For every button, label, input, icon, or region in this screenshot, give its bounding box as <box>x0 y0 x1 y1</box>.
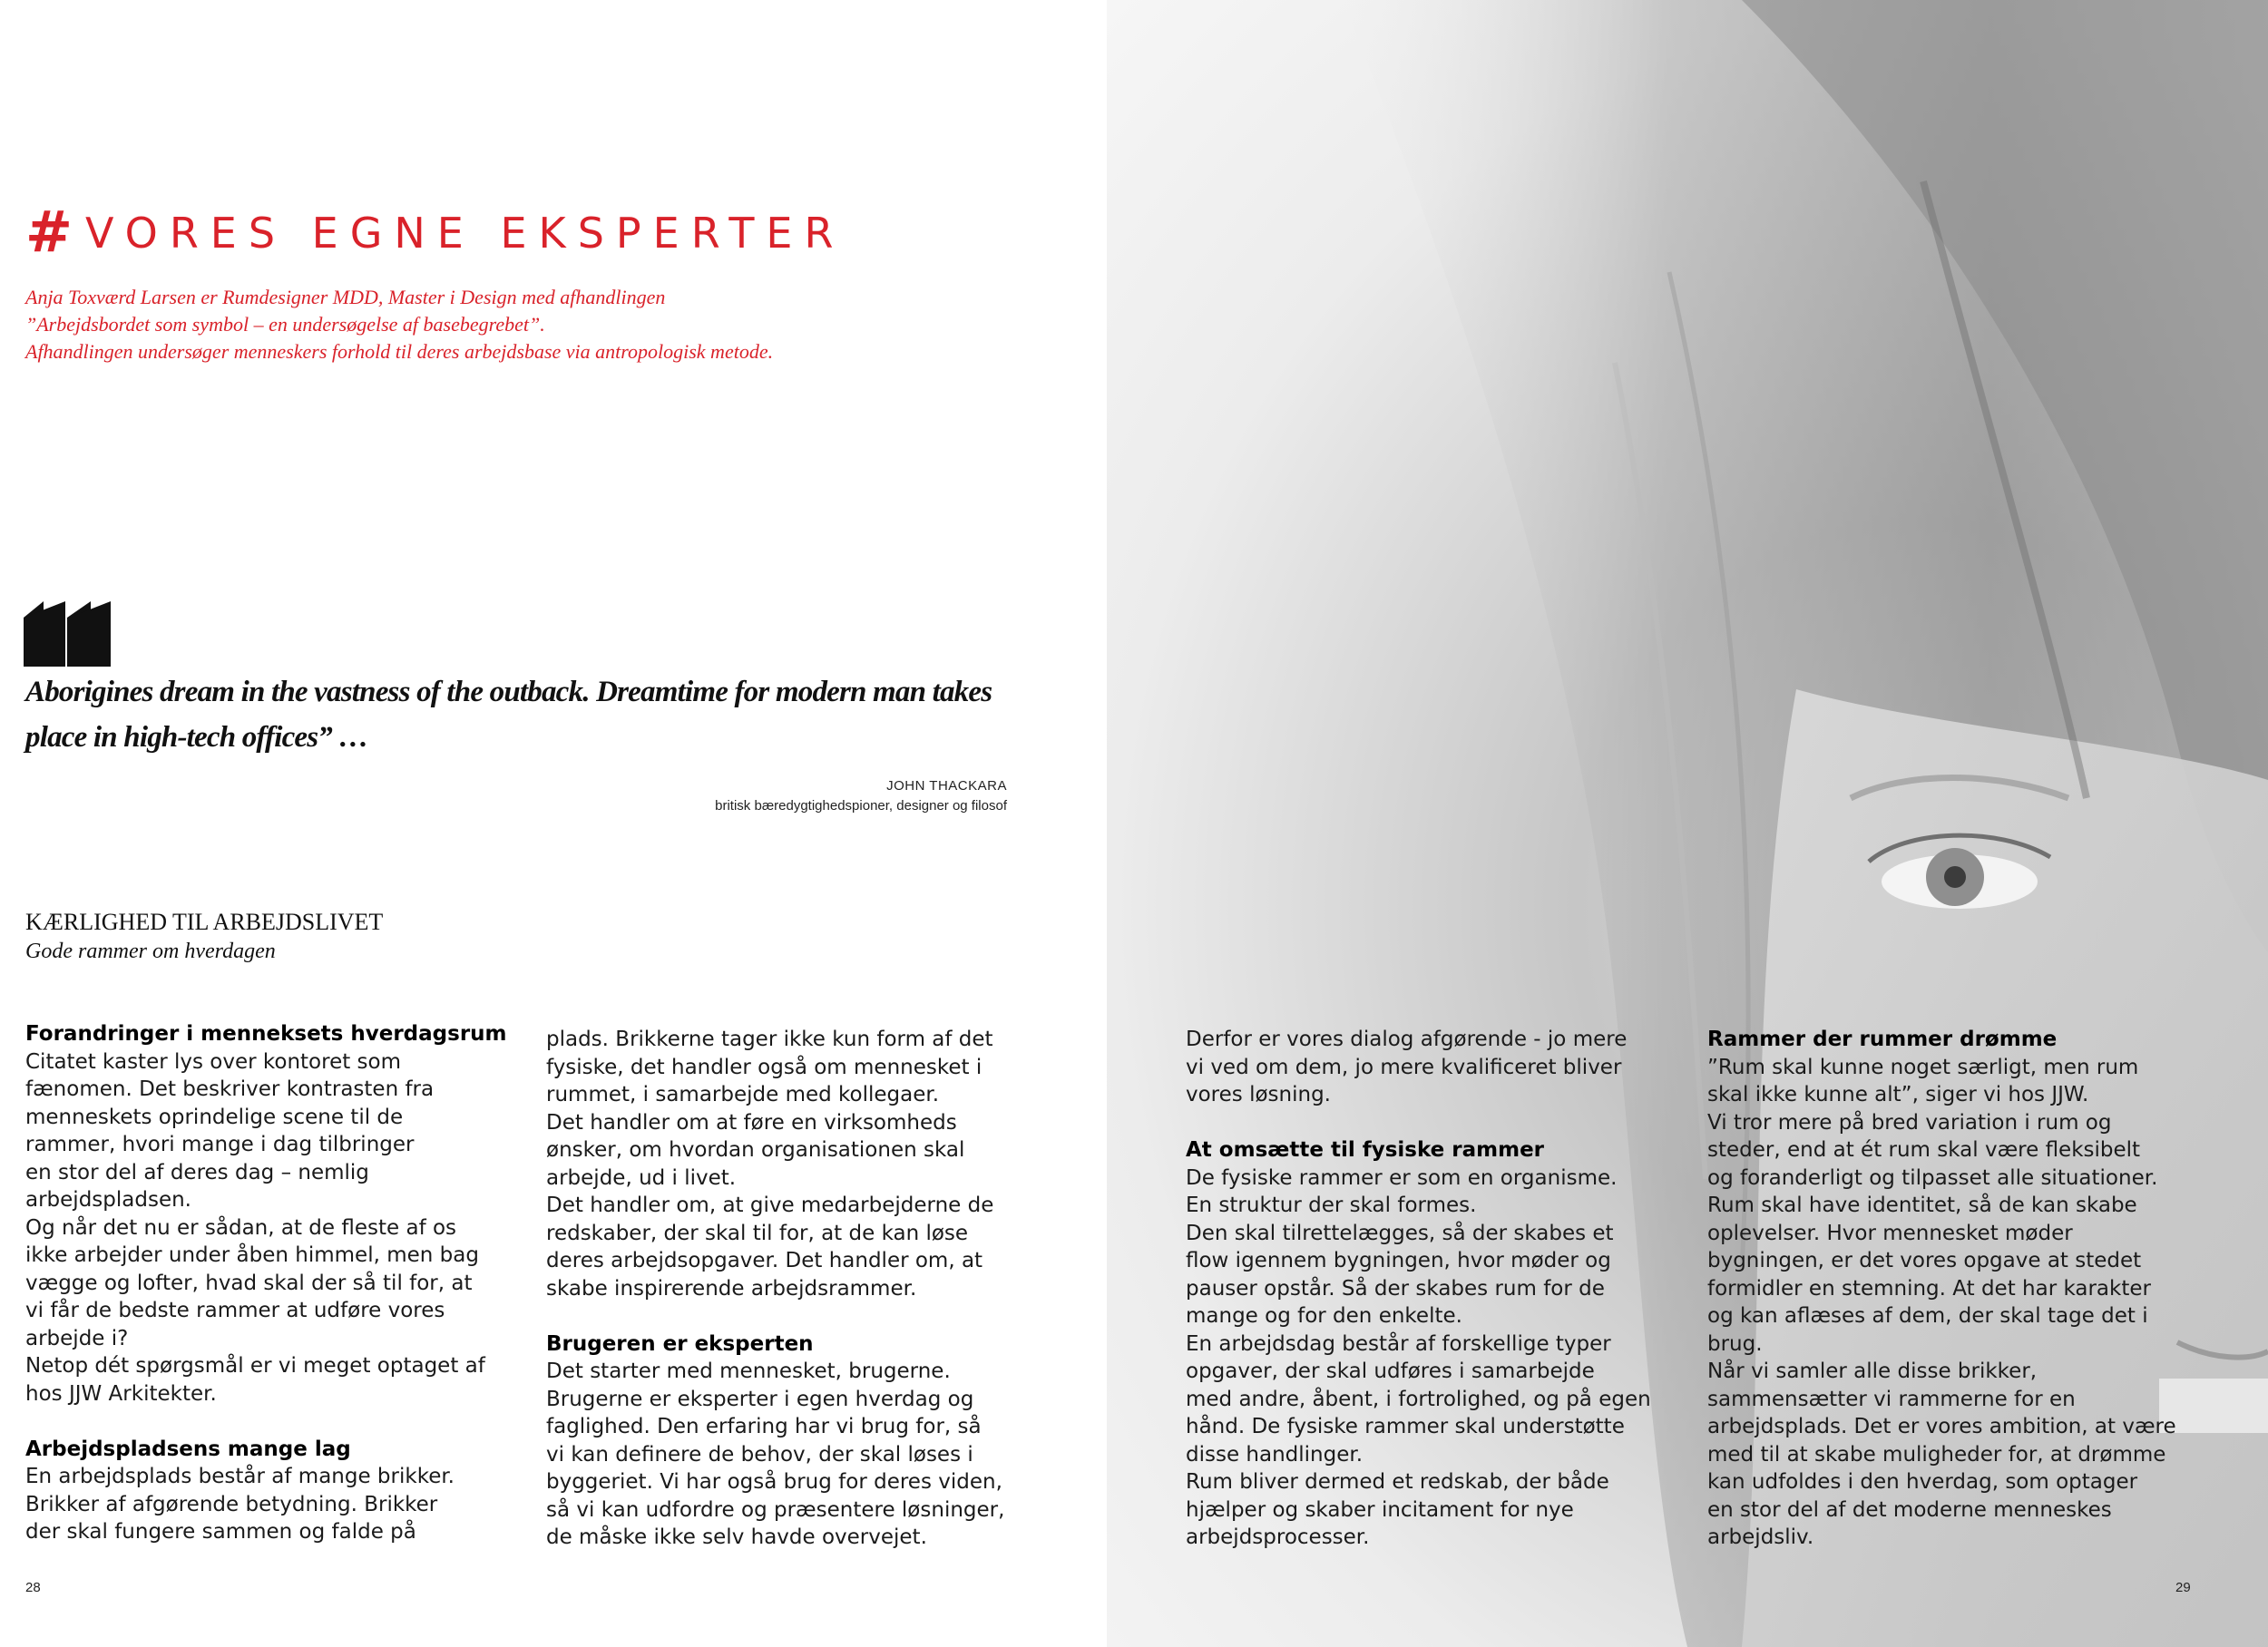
intro-line: ”Arbejdsbordet som symbol – en undersøgelse af basebegrebet”. <box>25 313 545 336</box>
body-text-line: Derfor er vores dialog afgørende - jo mere <box>1186 1028 1628 1051</box>
body-text-line: oplevelser. Hvor mennesket møder <box>1707 1221 2073 1245</box>
body-text-line: så vi kan udfordre og præsentere løsninger, <box>546 1497 1005 1522</box>
body-text-line: rummet, i samarbejde med kollegaer. <box>546 1083 940 1106</box>
body-text-line: byggeriet. Vi har også brug for deres viden, <box>546 1470 1002 1494</box>
column-subheading: Rammer der rummer drømme <box>1707 1028 2058 1051</box>
column-subheading: Brugeren er eksperten <box>546 1331 814 1356</box>
body-text-line: Brikker af afgørende betydning. Brikker <box>25 1492 438 1516</box>
pull-quote <box>25 669 1023 760</box>
body-text-line: Det handler om at føre en virksomheds <box>546 1110 957 1135</box>
body-text-line: Brugerne er eksperter i egen hverdag og <box>546 1387 974 1411</box>
body-text-line: opgaver, der skal udføres i samarbejde <box>1186 1360 1595 1383</box>
body-text-line: vores løsning. <box>1186 1083 1331 1106</box>
section-heading: KÆRLIGHED TIL ARBEJDSLIVET <box>25 909 384 935</box>
body-text-line: arbejde i? <box>25 1326 129 1350</box>
body-text-line: ikke arbejder under åben himmel, men bag <box>25 1243 479 1267</box>
body-text-line: Det handler om, at give medarbejderne de <box>546 1194 994 1217</box>
body-text-line: formidler en stemning. At det har karakter <box>1707 1276 2151 1301</box>
body-text-line: fysiske, det handler også om mennesket i <box>546 1055 982 1079</box>
intro-line: Afhandlingen undersøger menneskers forhold til deres arbejdsbase via antropologisk metode. <box>25 340 774 363</box>
body-text-line: arbejde, ud i livet. <box>546 1165 737 1190</box>
quote-line: place in high-tech offices” … <box>25 721 368 754</box>
body-text-line: skabe inspirerende arbejdsrammer. <box>546 1276 917 1301</box>
quote-author-role: britisk bæredygtighedspioner, designer og filosof <box>715 798 1007 814</box>
paragraph-gap <box>546 1302 1054 1330</box>
paragraph-gap <box>1186 1109 1694 1137</box>
body-text-line: ønsker, om hvordan organisationen skal <box>546 1138 965 1162</box>
page-title <box>25 195 846 265</box>
text-column-1 <box>25 1020 533 1546</box>
body-text-line: rammer, hvori mange i dag tilbringer <box>25 1133 415 1156</box>
body-text-line: og kan aflæses af dem, der skal tage det i <box>1707 1304 2148 1328</box>
body-text-line: og foranderligt og tilpasset alle situationer. <box>1707 1165 2158 1190</box>
body-text-line: Rum skal have identitet, så de kan skabe <box>1707 1194 2137 1217</box>
body-text-line: bygningen, er det vores opgave at stedet <box>1707 1249 2142 1272</box>
paragraph-gap <box>25 1408 533 1436</box>
quote-mark-icon <box>24 601 114 667</box>
body-text-line: hånd. De fysiske rammer skal understøtte <box>1186 1415 1625 1438</box>
body-text-line: skal ikke kunne alt”, siger vi hos JJW. <box>1707 1083 2089 1106</box>
intro-line: Anja Toxværd Larsen er Rumdesigner MDD, Master i Design med afhandlingen <box>25 286 666 308</box>
body-text-line: plads. Brikkerne tager ikke kun form af det <box>546 1028 993 1051</box>
title-text: VORES EGNE EKSPERTER <box>84 209 846 258</box>
body-text-line: pauser opstår. Så der skabes rum for de <box>1186 1276 1605 1301</box>
body-text-line: fænomen. Det beskriver kontrasten fra <box>25 1077 435 1101</box>
text-column-4 <box>1707 1026 2215 1552</box>
body-text-line: vi kan definere de behov, der skal løses i <box>546 1442 973 1467</box>
body-text-line: faglighed. Den erfaring har vi brug for, så <box>546 1415 982 1438</box>
quote-author: JOHN THACKARA <box>886 778 1007 794</box>
body-text-line: steder, end at ét rum skal være fleksibelt <box>1707 1138 2141 1162</box>
body-text-line: disse handlinger. <box>1186 1442 1364 1467</box>
body-text-line: Vi tror mere på bred variation i rum og <box>1707 1110 2112 1135</box>
body-text-line: vi ved om dem, jo mere kvalificeret bliver <box>1186 1055 1622 1079</box>
body-text-line: menneskets oprindelige scene til de <box>25 1105 404 1129</box>
body-text-line: vi får de bedste rammer at udføre vores <box>25 1299 445 1322</box>
body-text-line: redskaber, der skal til for, at de kan løse <box>546 1221 969 1245</box>
body-text-line: med til at skabe muligheder for, at drømme <box>1707 1442 2166 1467</box>
body-text-line: En arbejdsdag består af forskellige typer <box>1186 1331 1611 1356</box>
text-column-2 <box>546 1026 1054 1552</box>
body-text-line: Og når det nu er sådan, at de fleste af os <box>25 1215 457 1240</box>
body-text-line: der skal fungere sammen og falde på <box>25 1520 416 1544</box>
column-subheading: Forandringer i menneksets hverdagsrum <box>25 1022 507 1046</box>
body-text-line: arbejdsliv. <box>1707 1525 1814 1549</box>
column-subheading: At omsætte til fysiske rammer <box>1186 1138 1545 1162</box>
body-text-line: arbejdsprocesser. <box>1186 1525 1370 1549</box>
body-text-line: deres arbejdsopgaver. Det handler om, at <box>546 1249 983 1272</box>
body-text-line: vægge og lofter, hvad skal der så til for, at <box>25 1271 473 1295</box>
body-text-line: en stor del af deres dag – nemlig <box>25 1160 369 1184</box>
body-text-line: En arbejdsplads består af mange brikker. <box>25 1465 455 1488</box>
quote-line: Aborigines dream in the vastness of the outback. Dreamtime for modern man takes <box>25 676 992 708</box>
page-number-left: 28 <box>25 1580 41 1595</box>
text-column-3 <box>1186 1026 1694 1552</box>
body-text-line: Rum bliver dermed et redskab, der både <box>1186 1470 1609 1494</box>
body-text-line: ”Rum skal kunne noget særligt, men rum <box>1707 1055 2139 1079</box>
body-text-line: en stor del af det moderne menneskes <box>1707 1497 2112 1522</box>
body-text-line: sammensætter vi rammerne for en <box>1707 1387 2076 1411</box>
intro-text <box>25 284 1023 365</box>
body-text-line: De fysiske rammer er som en organisme. <box>1186 1165 1618 1190</box>
body-text-line: de måske ikke selv havde overvejet. <box>546 1525 927 1549</box>
body-text-line: hjælper og skaber incitament for nye <box>1186 1497 1574 1522</box>
body-text-line: arbejdsplads. Det er vores ambition, at være <box>1707 1415 2176 1438</box>
body-text-line: Den skal tilrettelægges, så der skabes et <box>1186 1221 1614 1245</box>
hash-symbol: # <box>25 199 73 265</box>
body-text-line: mange og for den enkelte. <box>1186 1304 1462 1328</box>
body-text-line: brug. <box>1707 1331 1763 1356</box>
body-text-line: flow igennem bygningen, hvor møder og <box>1186 1249 1611 1272</box>
section-subheading: Gode rammer om hverdagen <box>25 940 276 963</box>
body-text-line: kan udfoldes i den hverdag, som optager <box>1707 1470 2138 1494</box>
body-text-line: En struktur der skal formes. <box>1186 1194 1477 1217</box>
body-text-line: med andre, åbent, i fortrolighed, og på egen <box>1186 1387 1651 1411</box>
column-subheading: Arbejdspladsens mange lag <box>25 1437 351 1461</box>
body-text-line: Netop dét spørgsmål er vi meget optaget af <box>25 1354 485 1378</box>
body-text-line: arbejdspladsen. <box>25 1188 191 1212</box>
body-text-line: hos JJW Arkitekter. <box>25 1381 217 1406</box>
body-text-line: Når vi samler alle disse brikker, <box>1707 1360 2038 1383</box>
body-text-line: Det starter med mennesket, brugerne. <box>546 1360 951 1383</box>
page-number-right: 29 <box>2175 1580 2191 1595</box>
body-text-line: Citatet kaster lys over kontoret som <box>25 1049 402 1074</box>
